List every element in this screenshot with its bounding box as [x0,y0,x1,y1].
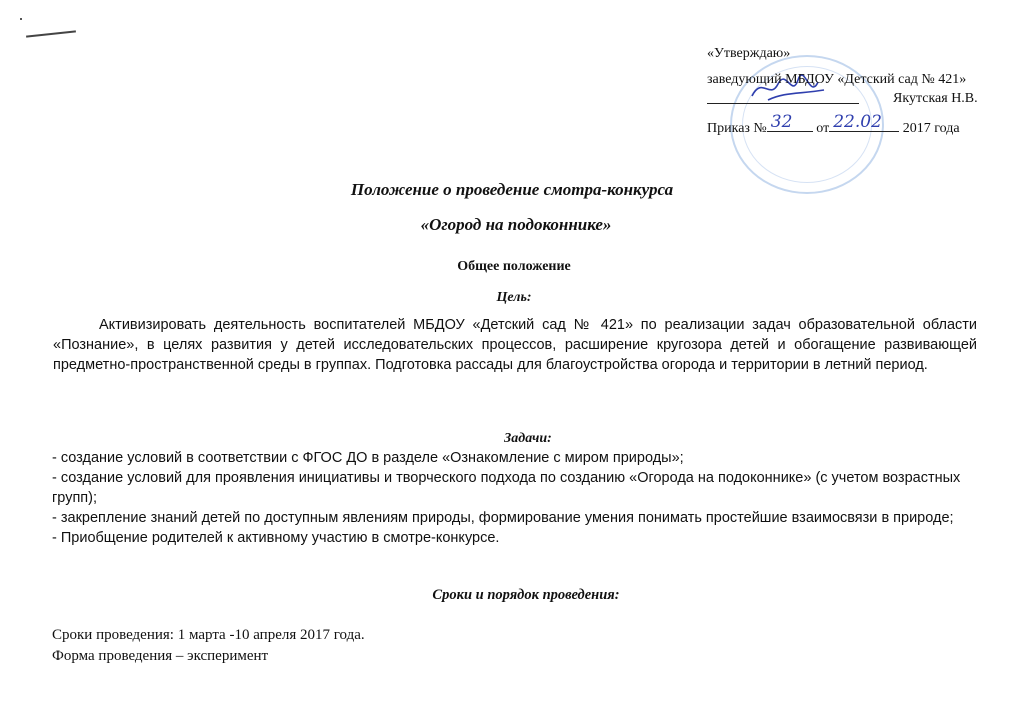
order-date: 22.02 [833,112,882,132]
document-subtitle: «Огород на подоконнике» [420,215,612,234]
goal-heading: Цель: [496,290,532,305]
approval-title: «Утверждаю» [707,46,791,61]
scan-artifact [26,30,76,37]
signature-line [707,103,859,104]
task-item: - закрепление знаний детей по доступным явлениям природы, формирование умения понимать простейшие взаимосвязи в природе; [52,510,954,526]
terms-block [52,625,365,667]
head-name: Якутская Н.В. [893,91,978,106]
order-number-field [767,112,813,132]
order-number: 32 [770,112,793,132]
goal-paragraph: Активизировать деятельность воспитателей МБДОУ «Детский сад № 421» по реализации задач образовательной области «Познание», в целях развития у детей исследовательских процессов, расширение кругозора детей и обогащение развивающей предметно-пространственной среды в группах. Подготовка рассады для благоустройства огорода и территории в летний период. [53,317,977,373]
task-item: - создание условий в соответствии с ФГОС ДО в разделе «Ознакомление с миром природы»; [52,450,684,466]
terms-form: Форма проведения – эксперимент [52,648,269,664]
section-general-heading: Общее положение [457,259,571,274]
task-item: - создание условий для проявления инициативы и творческого подхода по созданию «Огорода на подоконнике» (с учетом возрастных групп); [52,470,961,506]
scan-artifact [20,18,22,20]
tasks-heading: Задачи: [504,431,552,446]
approval-position: заведующий МБДОУ «Детский сад № 421» [707,72,967,87]
tasks-list [52,448,982,548]
terms-heading: Сроки и порядок проведения: [432,587,620,603]
date-label: от [816,121,830,136]
order-line [707,112,960,138]
order-year: 2017 года [902,121,960,136]
terms-dates: Сроки проведения: 1 марта -10 апреля 2017 года. [52,627,365,643]
document-title: Положение о проведение смотра-конкурса [350,180,674,199]
order-label: Приказ № [707,121,767,136]
task-item: - Приобщение родителей к активному участию в смотре-конкурсе. [52,530,500,546]
date-field [829,112,899,132]
